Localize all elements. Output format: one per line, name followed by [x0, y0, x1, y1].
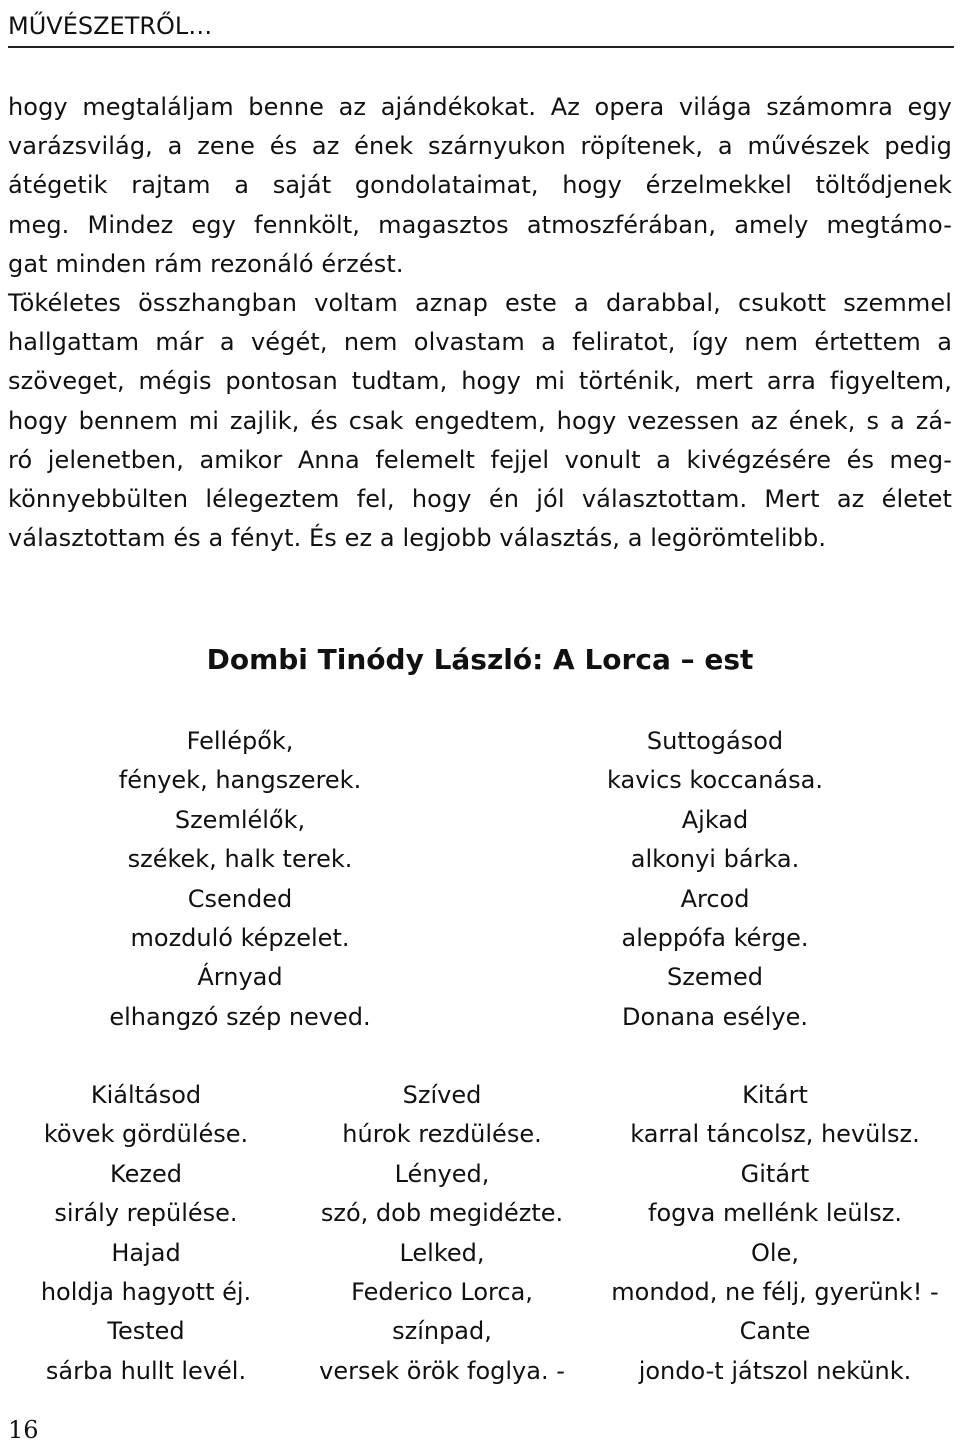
poem-line: Szemed [667, 963, 763, 992]
prose-line: hogy megtaláljam benne az ajándékokat. Az opera világa számomra egy [8, 93, 952, 121]
poem-line: Donana esélye. [622, 1002, 808, 1031]
running-header: MŰVÉSZETRŐL… [8, 10, 954, 48]
prose-line: gat minden rám rezonáló érzést. [8, 249, 404, 278]
poem-line: Federico Lorca, [351, 1278, 533, 1307]
prose-line: választottam és a fényt. És ez a legjobb választás, a legörömtelibb. [8, 524, 827, 553]
poem-line: fények, hangszerek. [118, 766, 362, 795]
poem-line: Arcod [680, 884, 750, 913]
poem-line: jondo-t játszol nekünk. [638, 1356, 912, 1385]
poem-line: Suttogásod [646, 727, 784, 755]
prose-line: könnyebbülten lélegeztem fel, hogy én jól választottam. Mert az életet [8, 485, 952, 514]
poem-line: Cante [739, 1317, 811, 1346]
page-number: 16 [8, 1416, 39, 1444]
poem-stanza-5 [592, 1076, 958, 1391]
poem-stanza-2 [515, 722, 915, 1037]
prose-line: átégetik rajtam a saját gondolataimat, hogy érzelmekkel töltődjenek [8, 171, 952, 200]
prose-line: varázsvilág, a zene és az ének szárnyukon röpítenek, a művészek pedig [8, 132, 952, 161]
prose-line: meg. Mindez egy fennkölt, magasztos atmoszférában, amely megtámo- [8, 210, 952, 239]
poem-line: székek, halk terek. [127, 845, 353, 874]
poem-line: Ole, [751, 1238, 799, 1267]
prose-line: hallgattam már a végét, nem olvastam a feliratot, így nem értettem a [8, 328, 952, 357]
poem-line: sárba hullt levél. [45, 1356, 247, 1385]
prose-line: ró jelenetben, amikor Anna felemelt fejjel vonult a kivégzésére és meg- [8, 445, 952, 474]
prose-line: szöveget, mégis pontosan tudtam, hogy mi történik, mert arra figyeltem, [8, 367, 952, 396]
poem-line: elhangzó szép neved. [109, 1002, 371, 1031]
poem-line: Fellépők, [186, 727, 294, 755]
poem-line: Ajkad [681, 805, 749, 834]
poem-line: kavics koccanása. [607, 766, 823, 795]
poem-line: húrok rezdülése. [342, 1120, 542, 1149]
poem-line: versek örök foglya. - [319, 1356, 565, 1385]
poem-stanza-3 [0, 1076, 292, 1391]
poem-line: Árnyad [197, 963, 283, 992]
poem-line: Gitárt [740, 1159, 810, 1188]
poem-line: Szemlélők, [174, 805, 306, 834]
poem-line: Kitárt [742, 1081, 808, 1109]
prose-line: hogy bennem mi zajlik, és csak engedtem, hogy vezessen az ének, s a zá- [8, 406, 952, 435]
poem-line: Kiáltásod [90, 1081, 202, 1109]
poem-line: színpad, [392, 1317, 492, 1346]
poem-line: karral táncolsz, hevülsz. [630, 1120, 920, 1149]
poem-line: holdja hagyott éj. [40, 1278, 252, 1307]
poem-title: Dombi Tinódy László: A Lorca – est [206, 643, 754, 676]
poem-line: Tested [107, 1317, 185, 1346]
poem-line: szó, dob megidézte. [320, 1199, 564, 1228]
poem-line: Lelked, [399, 1238, 485, 1267]
poem-stanza-1 [40, 722, 440, 1037]
poem-line: aleppófa kérge. [621, 924, 809, 953]
poem-line: alkonyi bárka. [630, 845, 800, 874]
prose-paragraphs [8, 88, 952, 558]
poem-line: kövek gördülése. [43, 1120, 249, 1149]
poem-line: Szíved [402, 1081, 482, 1109]
poem-line: fogva mellénk leülsz. [648, 1199, 902, 1228]
prose-line: Tökéletes összhangban voltam aznap este a darabbal, csukott szemmel [8, 289, 952, 318]
poem-line: mozduló képzelet. [130, 924, 350, 953]
poem-line: sirály repülése. [54, 1199, 238, 1228]
poem-line: Hajad [111, 1238, 181, 1267]
poem-line: mondod, ne félj, gyerünk! - [611, 1278, 939, 1307]
poem-line: Kezed [110, 1159, 182, 1188]
poem-line: Csended [187, 884, 293, 913]
poem-stanza-4 [292, 1076, 592, 1391]
poem-line: Lényed, [394, 1159, 490, 1188]
